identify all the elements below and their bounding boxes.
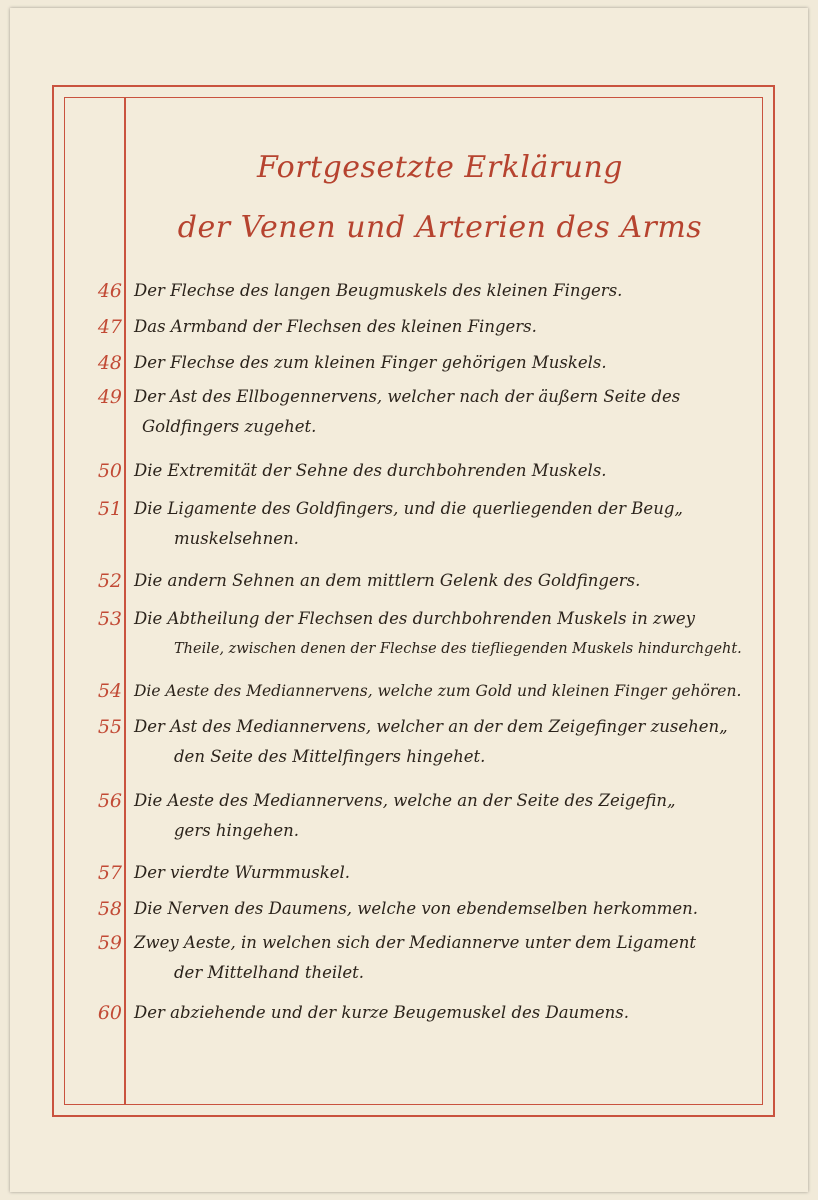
- entry-text: Zwey Aeste, in welchen sich der Mediannerve unter dem Ligament: [134, 933, 696, 952]
- entry-text: Der Flechse des zum kleinen Finger gehörigen Muskels.: [134, 353, 607, 372]
- entry-text-continued: muskelsehnen.: [174, 529, 299, 548]
- entry-text: Die Aeste des Mediannervens, welche zum Gold und kleinen Finger gehören.: [134, 682, 742, 700]
- entry-number: 56: [97, 790, 122, 812]
- entry-number: 55: [97, 716, 122, 738]
- entry-text-continued: Theile, zwischen denen der Flechse des tiefliegenden Muskels hindurchgeht.: [174, 641, 742, 657]
- entry-number: 59: [97, 932, 122, 954]
- entry-text: Die Nerven des Daumens, welche von ebendemselben herkommen.: [134, 899, 698, 918]
- entry-number: 51: [97, 498, 122, 520]
- entry-text-continued: Goldfingers zugehet.: [142, 417, 317, 436]
- entry-number: 48: [97, 352, 122, 374]
- entry-text: Die andern Sehnen an dem mittlern Gelenk des Goldfingers.: [134, 571, 641, 590]
- entry-number: 46: [97, 280, 122, 302]
- entry-text-continued: den Seite des Mittelfingers hingehet.: [174, 747, 486, 766]
- entry-number: 52: [97, 570, 122, 592]
- entry-number: 60: [97, 1002, 122, 1024]
- entry-number: 50: [97, 460, 122, 482]
- entry-number: 58: [97, 898, 122, 920]
- entry-number: 49: [97, 386, 122, 408]
- entry-number: 57: [97, 862, 122, 884]
- entry-number: 47: [97, 316, 122, 338]
- entry-text-continued: der Mittelhand theilet.: [174, 963, 365, 982]
- entry-number: 53: [97, 608, 122, 630]
- page-title-line-2: der Venen und Arterien des Arms: [177, 210, 703, 245]
- entry-text-continued: gers hingehen.: [174, 821, 300, 840]
- entry-text: Die Abtheilung der Flechsen des durchbohrenden Muskels in zwey: [134, 609, 695, 628]
- entry-text: Die Ligamente des Goldfingers, und die querliegenden der Beug„: [134, 499, 683, 518]
- entry-number: 54: [97, 680, 122, 702]
- entry-text: Der Flechse des langen Beugmuskels des kleinen Fingers.: [134, 281, 623, 300]
- page-title-line-1: Fortgesetzte Erklärung: [256, 150, 624, 185]
- entry-text: Der abziehende und der kurze Beugemuskel des Daumens.: [134, 1003, 629, 1022]
- entry-text: Das Armband der Flechsen des kleinen Fingers.: [134, 317, 537, 336]
- entry-text: Der Ast des Mediannervens, welcher an der dem Zeigefinger zusehen„: [134, 717, 728, 736]
- entry-text: Die Extremität der Sehne des durchbohrenden Muskels.: [134, 461, 607, 480]
- entry-text: Der vierdte Wurmmuskel.: [134, 863, 351, 882]
- entry-text: Die Aeste des Mediannervens, welche an der Seite des Zeigefin„: [134, 791, 676, 810]
- margin-rule: [124, 97, 126, 1105]
- entry-text: Der Ast des Ellbogennervens, welcher nach der äußern Seite des: [134, 387, 681, 406]
